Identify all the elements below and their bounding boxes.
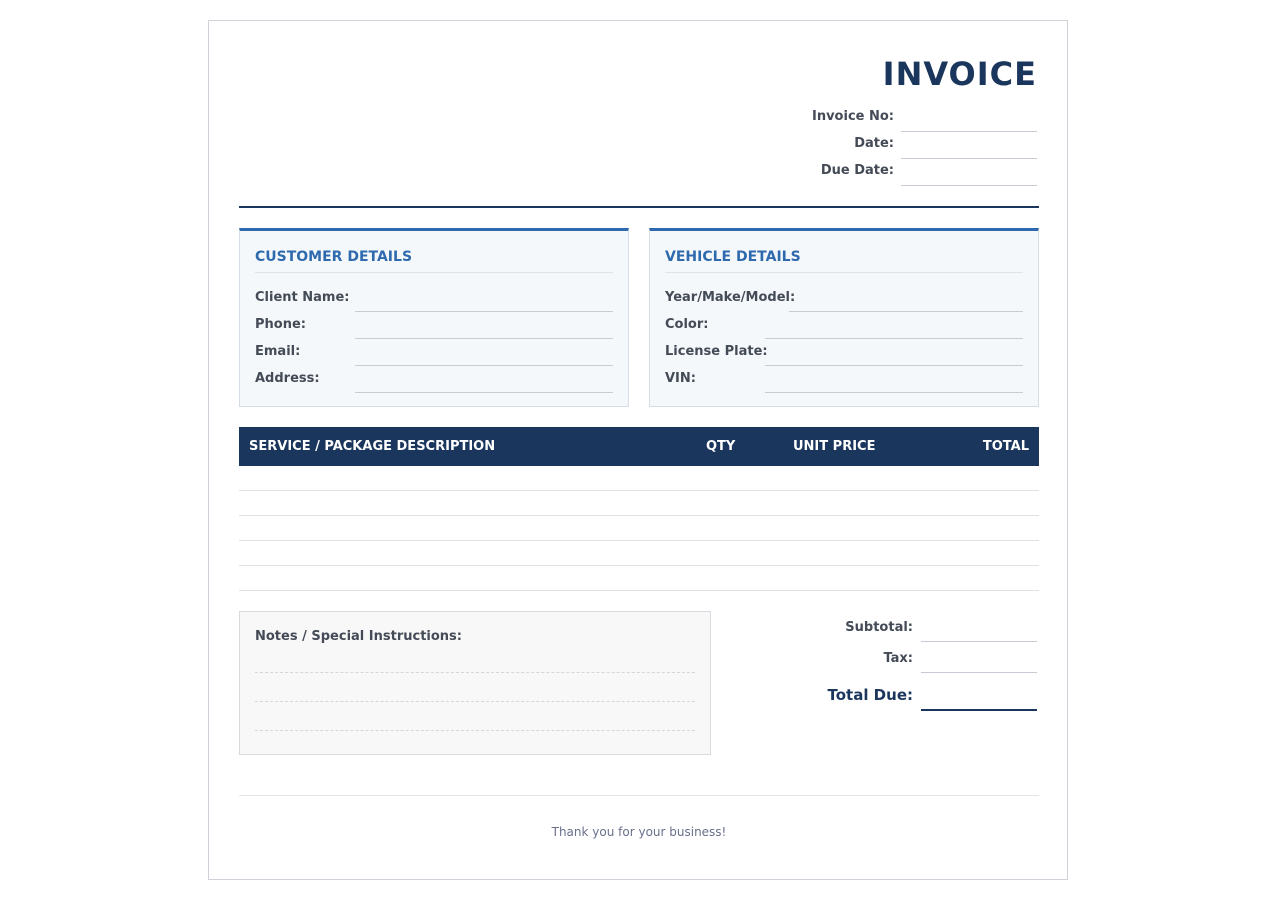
vin-field[interactable] bbox=[765, 392, 1023, 393]
invoice-date-row bbox=[737, 132, 1037, 159]
phone-row bbox=[255, 312, 613, 339]
year-make-model-row bbox=[665, 285, 1023, 312]
column-header-total: TOTAL bbox=[982, 439, 1029, 454]
invoice-page bbox=[208, 20, 1068, 880]
due-date-row bbox=[737, 159, 1037, 186]
address-label: Address: bbox=[255, 371, 320, 386]
table-row[interactable] bbox=[239, 516, 1039, 541]
subtotal-label: Subtotal: bbox=[845, 620, 913, 635]
notes-line[interactable] bbox=[255, 701, 695, 702]
column-header-unit-price: UNIT PRICE bbox=[793, 439, 876, 454]
notes-box[interactable] bbox=[239, 611, 711, 755]
total-due-row bbox=[737, 684, 1037, 711]
due-date-field[interactable] bbox=[901, 185, 1037, 186]
customer-details-title: CUSTOMER DETAILS bbox=[255, 249, 413, 265]
license-plate-row bbox=[665, 339, 1023, 366]
client-name-row bbox=[255, 285, 613, 312]
tax-field[interactable] bbox=[921, 672, 1037, 673]
invoice-title: INVOICE bbox=[882, 55, 1037, 93]
notes-label: Notes / Special Instructions: bbox=[255, 629, 462, 644]
table-row[interactable] bbox=[239, 491, 1039, 516]
vin-row bbox=[665, 366, 1023, 393]
total-due-field[interactable] bbox=[921, 709, 1037, 711]
header-divider bbox=[239, 206, 1039, 208]
address-row bbox=[255, 366, 613, 393]
table-row[interactable] bbox=[239, 566, 1039, 591]
tax-row bbox=[737, 649, 1037, 673]
notes-line[interactable] bbox=[255, 672, 695, 673]
due-date-label: Due Date: bbox=[820, 163, 894, 178]
vehicle-details-card bbox=[649, 228, 1039, 407]
phone-label: Phone: bbox=[255, 317, 306, 332]
footer-thank-you: Thank you for your business! bbox=[551, 825, 727, 839]
client-name-label: Client Name: bbox=[255, 290, 350, 305]
card-divider bbox=[665, 272, 1023, 273]
table-row[interactable] bbox=[239, 466, 1039, 491]
invoice-number-label: Invoice No: bbox=[811, 109, 894, 124]
items-table-header bbox=[239, 427, 1039, 466]
column-header-description: SERVICE / PACKAGE DESCRIPTION bbox=[249, 439, 496, 454]
color-row bbox=[665, 312, 1023, 339]
address-field[interactable] bbox=[355, 392, 613, 393]
vin-label: VIN: bbox=[665, 371, 696, 386]
email-label: Email: bbox=[255, 344, 301, 359]
invoice-date-label: Date: bbox=[854, 136, 894, 151]
footer-divider bbox=[239, 795, 1039, 796]
subtotal-field[interactable] bbox=[921, 641, 1037, 642]
subtotal-row bbox=[737, 618, 1037, 642]
table-row[interactable] bbox=[239, 541, 1039, 566]
notes-line[interactable] bbox=[255, 730, 695, 731]
year-make-model-label: Year/Make/Model: bbox=[665, 290, 796, 305]
column-header-qty: QTY bbox=[706, 439, 736, 454]
total-due-label: Total Due: bbox=[827, 686, 913, 704]
invoice-number-row bbox=[737, 105, 1037, 132]
customer-details-card bbox=[239, 228, 629, 407]
vehicle-details-title: VEHICLE DETAILS bbox=[665, 249, 801, 265]
email-row bbox=[255, 339, 613, 366]
license-plate-label: License Plate: bbox=[665, 344, 768, 359]
color-label: Color: bbox=[665, 317, 709, 332]
card-divider bbox=[255, 272, 613, 273]
tax-label: Tax: bbox=[883, 651, 913, 666]
